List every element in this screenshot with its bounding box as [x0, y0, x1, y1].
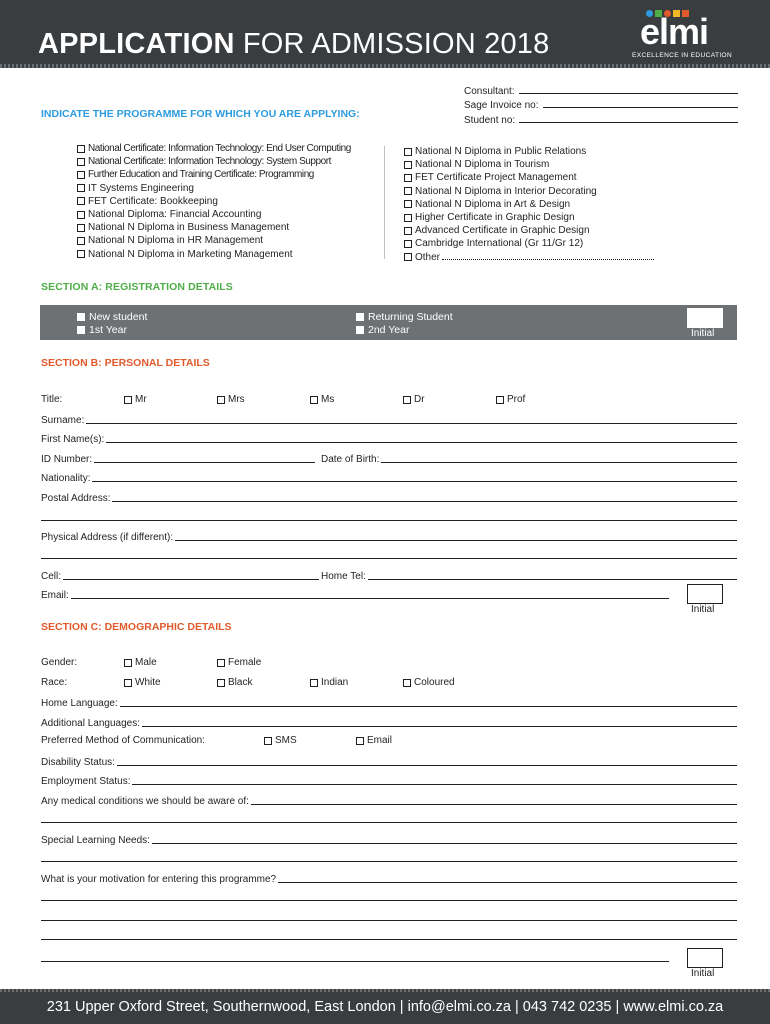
medical-field-line-2[interactable] — [41, 822, 737, 823]
nationality-field[interactable] — [92, 481, 737, 482]
cell-row — [41, 569, 319, 582]
home-tel-field[interactable] — [368, 579, 737, 580]
programme-option[interactable] — [77, 195, 351, 208]
programme-label: National Certificate: Information Technology: System Support — [88, 156, 331, 168]
employment-field[interactable] — [132, 784, 737, 785]
medical-row — [41, 794, 737, 807]
preferred-comm-label: Preferred Method of Communication: — [41, 735, 205, 746]
checkbox[interactable] — [77, 158, 85, 166]
initial-box-c[interactable] — [687, 948, 723, 968]
other-label: Other — [415, 251, 441, 263]
checkbox[interactable] — [217, 679, 225, 687]
header-stripe — [0, 64, 770, 68]
postal-label: Postal Address: — [41, 493, 111, 504]
programme-list-right — [404, 145, 654, 264]
motivation-field-line-5[interactable] — [41, 961, 669, 962]
programme-label: National N Diploma in Tourism — [415, 159, 550, 171]
title-bold: APPLICATION — [38, 28, 235, 60]
section-a-heading: SECTION A: REGISTRATION DETAILS — [41, 281, 233, 293]
checkbox[interactable] — [404, 161, 412, 169]
race-label: Race: — [41, 677, 68, 688]
gender-option-male[interactable] — [124, 657, 157, 668]
special-needs-field[interactable] — [152, 843, 737, 844]
programme-option[interactable] — [404, 237, 654, 250]
gender-label: Gender: — [41, 657, 78, 668]
motivation-label: What is your motivation for entering this programme? — [41, 874, 277, 885]
dob-label: Date of Birth: — [321, 454, 380, 465]
email-field[interactable] — [71, 598, 669, 599]
second-year-option[interactable] — [356, 324, 409, 336]
second-year-label: 2nd Year — [368, 324, 410, 336]
checkbox[interactable] — [404, 187, 412, 195]
employment-row — [41, 774, 737, 787]
option-label: SMS — [275, 735, 297, 746]
checkbox[interactable] — [356, 326, 364, 334]
new-student-option[interactable] — [77, 311, 147, 323]
checkbox[interactable] — [310, 679, 318, 687]
checkbox[interactable] — [124, 396, 132, 404]
new-student-label: New student — [89, 311, 148, 323]
first-names-row — [41, 432, 737, 445]
home-language-row — [41, 696, 737, 709]
race-option-indian[interactable] — [310, 677, 348, 688]
checkbox[interactable] — [77, 197, 85, 205]
programme-option[interactable] — [404, 198, 654, 211]
id-number-field[interactable] — [94, 462, 315, 463]
race-option-black[interactable] — [217, 677, 252, 688]
disability-field[interactable] — [117, 765, 737, 766]
checkbox[interactable] — [77, 250, 85, 258]
option-label: Male — [135, 657, 157, 668]
employment-label: Employment Status: — [41, 776, 131, 787]
returning-student-label: Returning Student — [368, 311, 453, 323]
footer-stripe — [0, 989, 770, 992]
programme-label: IT Systems Engineering — [88, 182, 194, 194]
medical-label: Any medical conditions we should be aware of: — [41, 796, 249, 807]
checkbox[interactable] — [404, 148, 412, 156]
email-label: Email: — [41, 590, 69, 601]
programme-option[interactable] — [404, 211, 654, 224]
consultant-label: Consultant: — [464, 85, 515, 97]
initial-label-c: Initial — [691, 968, 715, 979]
postal-field-line-2[interactable] — [41, 520, 737, 521]
logo-tagline: EXCELLENCE IN EDUCATION — [632, 52, 733, 59]
postal-row — [41, 491, 737, 504]
additional-languages-row — [41, 716, 737, 729]
sage-invoice-field[interactable] — [543, 107, 739, 108]
registration-band — [40, 305, 737, 340]
physical-field[interactable] — [175, 540, 737, 541]
dob-field[interactable] — [381, 462, 737, 463]
postal-field[interactable] — [112, 501, 737, 502]
programme-label: FET Certificate Project Management — [415, 172, 577, 184]
title-option-dr[interactable] — [403, 394, 425, 405]
dob-row — [321, 452, 737, 465]
option-label: Dr — [414, 394, 425, 405]
programme-option[interactable] — [77, 168, 351, 181]
initial-label-b: Initial — [691, 604, 715, 615]
checkbox[interactable] — [217, 659, 225, 667]
programme-label: Cambridge International (Gr 11/Gr 12) — [415, 238, 584, 250]
surname-label: Surname: — [41, 415, 85, 426]
disability-row — [41, 755, 737, 768]
home-language-label: Home Language: — [41, 698, 118, 709]
special-needs-row — [41, 833, 737, 846]
page-title — [38, 26, 549, 62]
home-tel-label: Home Tel: — [321, 571, 366, 582]
elmi-logo — [632, 8, 742, 60]
programme-heading: INDICATE THE PROGRAMME FOR WHICH YOU ARE APPLYING: — [41, 108, 360, 120]
programme-option[interactable] — [404, 171, 654, 184]
additional-languages-label: Additional Languages: — [41, 718, 140, 729]
checkbox[interactable] — [404, 240, 412, 248]
surname-field[interactable] — [86, 423, 737, 424]
checkbox[interactable] — [124, 659, 132, 667]
programme-option[interactable] — [77, 248, 351, 261]
option-label: Mr — [135, 394, 147, 405]
title-rest: FOR ADMISSION 2018 — [234, 28, 550, 60]
first-names-field[interactable] — [106, 442, 737, 443]
footer-contact-text: 231 Upper Oxford Street, Southernwood, East London | info@elmi.co.za | 043 742 0235 | www.elmi.co.za — [46, 999, 724, 1015]
checkbox[interactable] — [77, 211, 85, 219]
checkbox[interactable] — [77, 171, 85, 179]
programme-option[interactable] — [77, 221, 351, 234]
programme-option[interactable] — [404, 145, 654, 158]
disability-label: Disability Status: — [41, 757, 115, 768]
comm-option-sms[interactable] — [264, 735, 297, 746]
checkbox[interactable] — [403, 679, 411, 687]
programme-label: National N Diploma in Interior Decorating — [415, 185, 597, 197]
checkbox[interactable] — [77, 184, 85, 192]
id-number-label: ID Number: — [41, 454, 93, 465]
option-label: Coloured — [414, 677, 455, 688]
title-option-mr[interactable] — [124, 394, 147, 405]
checkbox[interactable] — [404, 227, 412, 235]
surname-row — [41, 413, 737, 426]
programme-label: National Certificate: Information Technology: End User Computing — [88, 143, 351, 155]
programme-option[interactable] — [77, 182, 351, 195]
programme-option[interactable] — [77, 234, 351, 247]
first-year-option[interactable] — [77, 324, 127, 336]
option-label: Mrs — [228, 394, 245, 405]
id-number-row — [41, 452, 315, 465]
programme-option[interactable] — [404, 185, 654, 198]
physical-row — [41, 530, 737, 543]
programme-divider — [384, 146, 385, 259]
checkbox[interactable] — [496, 396, 504, 404]
programme-list-left — [77, 142, 351, 261]
first-year-label: 1st Year — [89, 324, 127, 336]
motivation-field[interactable] — [278, 882, 737, 883]
checkbox[interactable] — [77, 145, 85, 153]
checkbox[interactable] — [310, 396, 318, 404]
motivation-field-line-2[interactable] — [41, 900, 737, 901]
home-language-field[interactable] — [120, 706, 737, 707]
checkbox[interactable] — [124, 679, 132, 687]
checkbox[interactable] — [77, 224, 85, 232]
special-needs-field-line-2[interactable] — [41, 861, 737, 862]
physical-label: Physical Address (if different): — [41, 532, 174, 543]
motivation-field-line-3[interactable] — [41, 920, 737, 921]
initial-label-a: Initial — [691, 328, 715, 339]
programme-option[interactable] — [77, 208, 351, 221]
office-use-block — [464, 82, 738, 126]
programme-label: FET Certificate: Bookkeeping — [88, 195, 218, 207]
checkbox[interactable] — [404, 214, 412, 222]
programme-option[interactable] — [77, 155, 351, 168]
programme-label: National Diploma: Financial Accounting — [88, 209, 262, 221]
nationality-label: Nationality: — [41, 473, 91, 484]
programme-label: National N Diploma in HR Management — [88, 235, 264, 247]
checkbox[interactable] — [77, 237, 85, 245]
sage-invoice-row — [464, 97, 738, 112]
programme-option[interactable] — [404, 158, 654, 171]
initial-box-a[interactable] — [687, 308, 723, 328]
title-label: Title: — [41, 394, 63, 405]
option-label: Ms — [321, 394, 335, 405]
option-label: Black — [228, 677, 253, 688]
checkbox[interactable] — [356, 737, 364, 745]
checkbox[interactable] — [77, 326, 85, 334]
other-field[interactable] — [442, 259, 654, 260]
option-label: Female — [228, 657, 262, 668]
checkbox[interactable] — [77, 313, 85, 321]
home-tel-row — [321, 569, 737, 582]
checkbox[interactable] — [404, 253, 412, 261]
checkbox[interactable] — [356, 313, 364, 321]
option-label: Indian — [321, 677, 349, 688]
option-label: White — [135, 677, 161, 688]
motivation-row — [41, 872, 737, 885]
programme-label: National N Diploma in Business Management — [88, 222, 290, 234]
section-c-heading: SECTION C: DEMOGRAPHIC DETAILS — [41, 621, 232, 633]
checkbox[interactable] — [403, 396, 411, 404]
programme-label: National N Diploma in Art & Design — [415, 198, 571, 210]
medical-field[interactable] — [251, 804, 737, 805]
programme-option-other[interactable] — [404, 251, 654, 264]
cell-label: Cell: — [41, 571, 62, 582]
option-label: Prof — [507, 394, 526, 405]
student-no-field[interactable] — [519, 122, 738, 123]
race-option-coloured[interactable] — [403, 677, 455, 688]
first-names-label: First Name(s): — [41, 434, 105, 445]
logo-wordmark: elmi — [640, 11, 709, 52]
student-no-row — [464, 111, 738, 126]
consultant-row — [464, 82, 738, 97]
student-no-label: Student no: — [464, 114, 516, 126]
initial-box-b[interactable] — [687, 584, 723, 604]
option-label: Email — [367, 735, 393, 746]
programme-label: Advanced Certificate in Graphic Design — [415, 225, 590, 237]
programme-label: National N Diploma in Public Relations — [415, 146, 587, 158]
programme-option[interactable] — [77, 142, 351, 155]
title-option-mrs[interactable] — [217, 394, 245, 405]
email-row — [41, 588, 669, 601]
section-b-heading: SECTION B: PERSONAL DETAILS — [41, 357, 210, 369]
programme-label: Higher Certificate in Graphic Design — [415, 212, 575, 224]
comm-option-email[interactable] — [356, 735, 392, 746]
programme-option[interactable] — [404, 224, 654, 237]
sage-invoice-label: Sage Invoice no: — [464, 100, 539, 111]
race-option-white[interactable] — [124, 677, 161, 688]
physical-field-line-2[interactable] — [41, 558, 737, 559]
title-option-prof[interactable] — [496, 394, 525, 405]
gender-option-female[interactable] — [217, 657, 261, 668]
consultant-field[interactable] — [519, 93, 738, 94]
special-needs-label: Special Learning Needs: — [41, 835, 150, 846]
cell-field[interactable] — [63, 579, 319, 580]
title-option-ms[interactable] — [310, 394, 334, 405]
nationality-row — [41, 471, 737, 484]
additional-languages-field[interactable] — [142, 726, 737, 727]
checkbox[interactable] — [264, 737, 272, 745]
returning-student-option[interactable] — [356, 311, 453, 323]
checkbox[interactable] — [217, 396, 225, 404]
programme-label: Further Education and Training Certificate: Programming — [88, 169, 314, 181]
checkbox[interactable] — [404, 174, 412, 182]
checkbox[interactable] — [404, 200, 412, 208]
motivation-field-line-4[interactable] — [41, 939, 737, 940]
programme-label: National N Diploma in Marketing Management — [88, 248, 293, 260]
